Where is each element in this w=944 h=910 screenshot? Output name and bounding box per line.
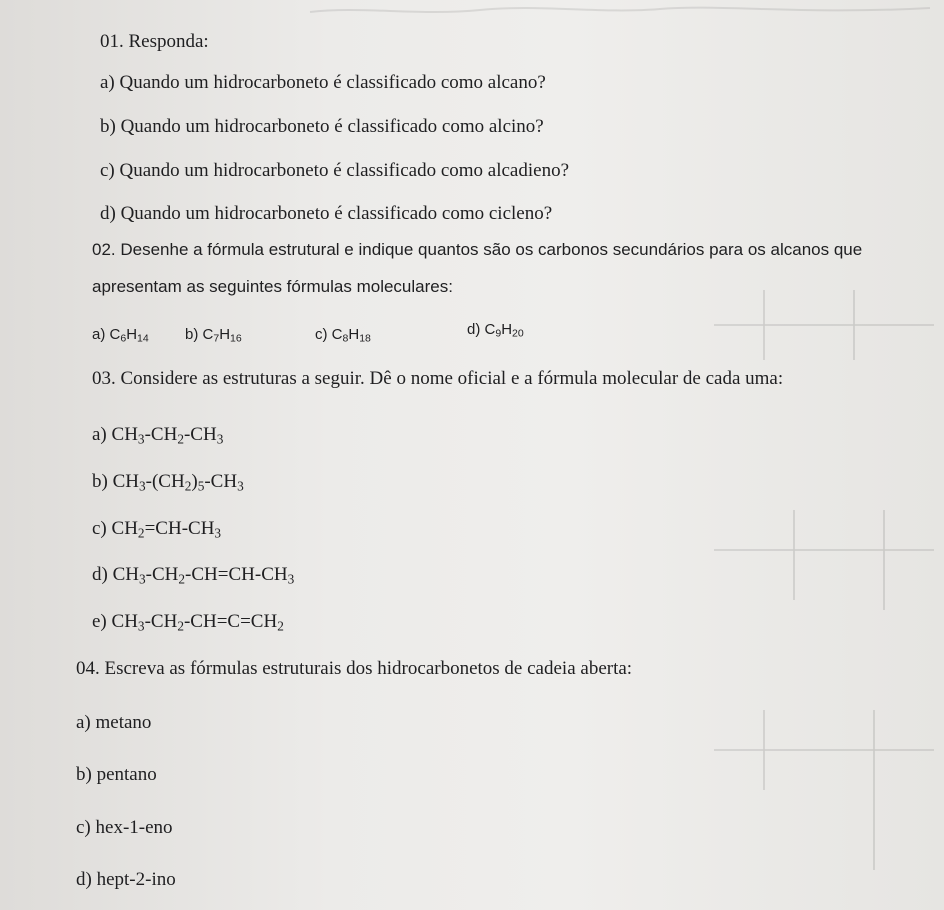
- q1-item-d: d) Quando um hidrocarboneto é classificado como cicleno?: [100, 203, 553, 224]
- q3-item-d: d) $CH_3-CH_2-CH=CH-CH_3$: [92, 564, 295, 587]
- q3-title: 03. Considere as estruturas a seguir. Dê o nome oficial e a fórmula molecular de cada uma:: [92, 368, 784, 389]
- q2-formula-a: a) $C_6H_{14}$: [92, 326, 149, 345]
- q2-formula-c: c) $C_8H_{18}$: [315, 326, 371, 345]
- q2-title-line1: 02. Desenhe a fórmula estrutural e indique quantos são os carbonos secundários para os alcanos que: [92, 240, 863, 259]
- q4-item-b: b) pentano: [76, 764, 157, 785]
- q4-item-d: d) hept-2-ino: [76, 869, 176, 890]
- q1-item-b: b) Quando um hidrocarboneto é classificado como alcino?: [100, 116, 544, 137]
- q1-title: 01. Responda:: [100, 31, 209, 52]
- q4-title: 04. Escreva as fórmulas estruturais dos hidrocarbonetos de cadeia aberta:: [76, 658, 633, 679]
- q3-item-c: c) $CH_2=CH-CH_3$: [92, 518, 222, 541]
- q1-item-a: a) Quando um hidrocarboneto é classificado como alcano?: [100, 72, 546, 93]
- show-through-structures: [704, 270, 944, 890]
- q2-formula-d: d) $C_9H_{20}$: [467, 321, 524, 340]
- q4-item-c: c) hex-1-eno: [76, 817, 173, 838]
- q3-item-e: e) $CH_3-CH_2-CH=C=CH_2$: [92, 611, 284, 634]
- q2-formula-b: b) $C_7H_{16}$: [185, 326, 242, 345]
- q3-item-b: b) $CH_3-(CH_2)_5-CH_3$: [92, 471, 244, 494]
- q3-item-a: a) $CH_3-CH_2-CH_3$: [92, 424, 224, 447]
- show-through-top: [300, 0, 940, 22]
- q2-title-line2: apresentam as seguintes fórmulas moleculares:: [92, 277, 453, 296]
- q4-item-a: a) metano: [76, 712, 152, 733]
- q1-item-c: c) Quando um hidrocarboneto é classificado como alcadieno?: [100, 160, 570, 181]
